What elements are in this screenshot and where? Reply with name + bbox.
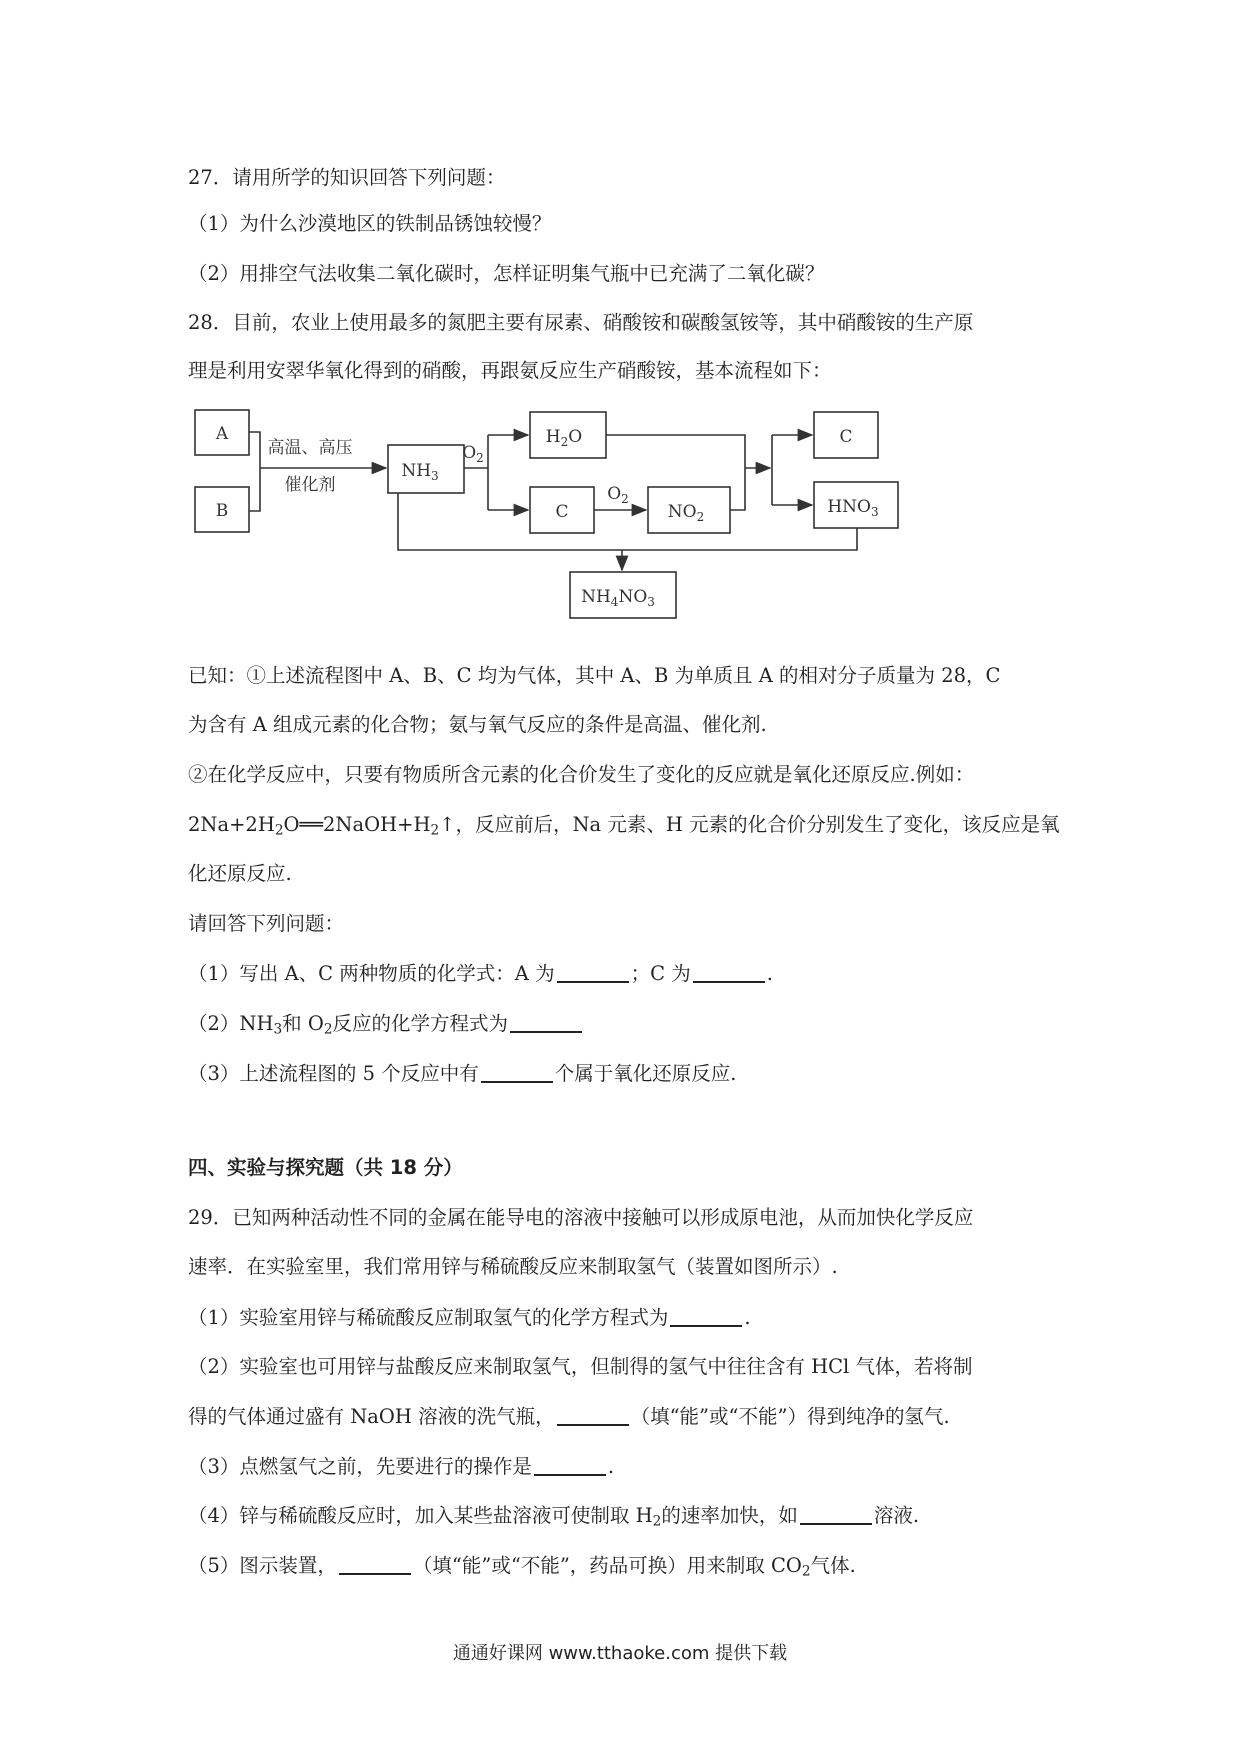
answer-blank-29-2[interactable]: [557, 1406, 629, 1426]
box-hno3-label: $HNO_3$: [827, 497, 879, 519]
box-nh4no3-label: $NH_4NO_3$: [581, 587, 655, 609]
q27-part1: （1）为什么沙漠地区的铁制品锈蚀较慢？: [188, 212, 552, 235]
q29-sub1: （1）实验室用锌与稀硫酸反应制取氢气的化学方程式为 .: [188, 1306, 751, 1329]
q29-intro-line1: 29．已知两种活动性不同的金属在能导电的溶液中接触可以形成原电池，从而加快化学反应: [188, 1206, 974, 1229]
box-c-right-label: C: [839, 427, 853, 447]
answer-blank-29-1[interactable]: [670, 1307, 742, 1327]
q28-sub3: （3）上述流程图的 5 个反应中有 个属于氧化还原反应.: [188, 1062, 737, 1085]
q28-known2-line2: $2Na+2H_2O══2NaOH+H_2↑$，反应前后，Na 元素、H 元素的化合价分别发生了变化，该反应是氧: [188, 813, 1060, 839]
q28-sub2: $(2)NH_3$和 $O_2$反应的化学方程式为: [188, 1013, 584, 1037]
o2-label-2: $O_2$: [607, 484, 629, 506]
q29-sub2-line2: 得的气体通过盛有 NaOH 溶液的洗气瓶， （填“能”或“不能”）得到纯净的氢气.: [188, 1405, 950, 1428]
answer-blank-count[interactable]: [481, 1063, 553, 1083]
page-footer: 通通好课网 www.tthaoke.com 提供下载: [452, 1643, 788, 1664]
condition-high-temp-pressure: 高温、高压: [267, 438, 353, 458]
answer-blank-a[interactable]: [557, 963, 629, 983]
equation-example: $2Na+2H_2O══2NaOH+H_2↑$: [188, 813, 456, 839]
q28-known1-line2: 为含有 A 组成元素的化合物；氨与氧气反应的条件是高温、催化剂.: [188, 713, 767, 736]
answer-blank-29-4[interactable]: [800, 1505, 872, 1525]
o2-label-1: $O_2$: [462, 443, 484, 465]
q28-known1-line1: 已知：①上述流程图中 A、B、C 均为气体，其中 A、B 为单质且 A 的相对分子质量为 28，C: [188, 664, 1001, 687]
q28-known2-line1: ②在化学反应中，只要有物质所含元素的化合价发生了变化的反应就是氧化还原反应.例如：: [188, 763, 975, 786]
q28-intro-line2: 理是利用安翠华氧化得到的硝酸，再跟氨反应生产硝酸铵，基本流程如下：: [188, 359, 832, 382]
q28-ask: 请回答下列问题：: [188, 912, 345, 935]
q28-intro-line1: 28．目前，农业上使用最多的氮肥主要有尿素、硝酸铵和碳酸氢铵等，其中硝酸铵的生产原: [188, 311, 974, 334]
q27-part2: （2）用排空气法收集二氧化碳时，怎样证明集气瓶中已充满了二氧化碳？: [188, 262, 825, 285]
answer-blank-29-5[interactable]: [339, 1555, 411, 1575]
q29-sub2-line1: （2）实验室也可用锌与盐酸反应来制取氢气，但制得的氢气中往往含有 HCl 气体，若将制: [188, 1355, 973, 1378]
condition-catalyst: 催化剂: [284, 475, 336, 495]
q29-sub4: （4）锌与稀硫酸反应时，加入某些盐溶液可使制取 $H_2$的速率加快，如 溶液.: [188, 1504, 920, 1530]
box-h2o-label: $H_2O$: [545, 427, 583, 449]
section4-title: 四、实验与探究题（共 18 分）: [188, 1156, 463, 1179]
q29-sub3: （3）点燃氢气之前，先要进行的操作是 .: [188, 1455, 615, 1478]
q27-title: 27．请用所学的知识回答下列问题：: [188, 166, 506, 189]
answer-blank-c[interactable]: [693, 963, 765, 983]
ab-merge-line: [249, 432, 260, 511]
box-nh3-label: $NH_3$: [401, 461, 439, 483]
flow-diagram: [190, 405, 1040, 645]
box-no2-label: $NO_2$: [667, 502, 705, 524]
q29-sub5: （5）图示装置， （填“能”或“不能”，药品可换）用来制取 $CO_2$气体.: [188, 1554, 856, 1580]
box-c-middle-label: C: [555, 502, 569, 522]
answer-blank-equation[interactable]: [510, 1013, 582, 1033]
box-b-label: B: [215, 501, 229, 521]
q28-known2-line3: 化还原反应.: [188, 862, 292, 885]
q28-sub1: （1）写出 A、C 两种物质的化学式：A 为 ；C 为 .: [188, 962, 773, 985]
q29-intro-line2: 速率．在实验室里，我们常用锌与稀硫酸反应来制取氢气（装置如图所示）.: [188, 1255, 838, 1278]
answer-blank-29-3[interactable]: [534, 1456, 606, 1476]
box-a-label: A: [215, 424, 229, 444]
